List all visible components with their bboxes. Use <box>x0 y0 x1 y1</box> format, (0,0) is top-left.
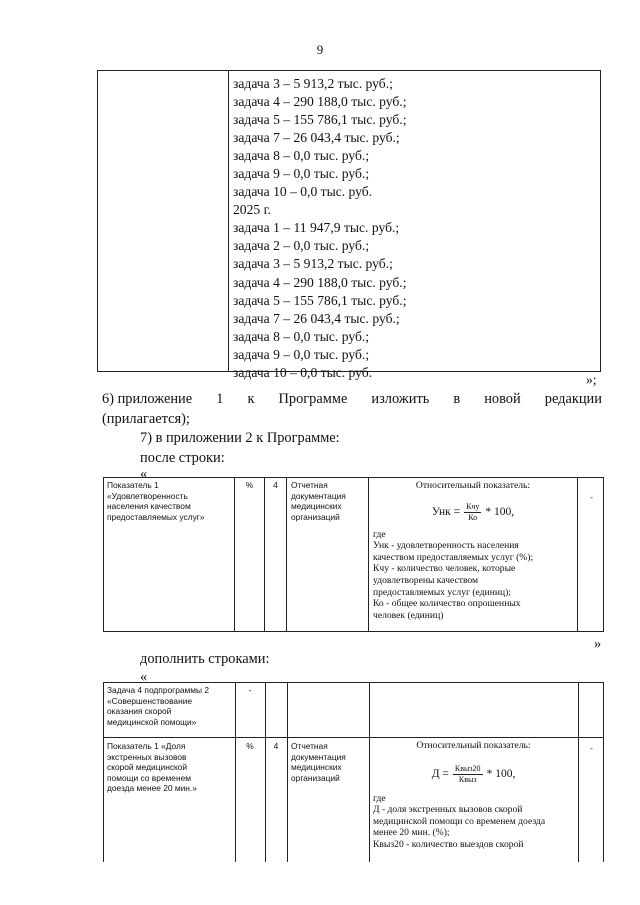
text-line: Показатель 1 <box>107 480 159 490</box>
text-line: редакции <box>544 391 602 407</box>
text-line: Д - доля экстренных вызовов скорой <box>373 804 523 816</box>
funding-line: задача 3 – 5 913,2 тыс. руб.; <box>233 256 393 272</box>
col-method <box>369 478 578 631</box>
funding-line: задача 9 – 0,0 тыс. руб.; <box>233 166 370 182</box>
text-line: Унк - удовлетворенность населения <box>373 540 519 552</box>
text-line: изложить <box>371 391 430 407</box>
text-line: организаций <box>291 511 340 522</box>
text-line: 6) приложение <box>102 391 193 407</box>
funding-line: задача 1 – 11 947,9 тыс. руб.; <box>233 220 400 236</box>
funding-line: задача 10 – 0,0 тыс. руб. <box>233 364 373 380</box>
text-line: - <box>590 492 593 502</box>
text-line: Кчу <box>466 501 480 511</box>
text-line: медицинской помощи» <box>107 716 197 727</box>
text-line: Ко - общее количество опрошенных <box>373 598 521 610</box>
text-line: к <box>247 391 255 407</box>
text-line: * 100, <box>485 506 515 519</box>
close-quote: »; <box>586 372 597 387</box>
text-line: оказания скорой <box>107 706 172 717</box>
funding-line: задача 8 – 0,0 тыс. руб.; <box>233 328 370 344</box>
col-note <box>578 478 605 631</box>
funding-lines <box>233 75 406 382</box>
funding-line: задача 4 – 290 188,0 тыс. руб.; <box>233 94 407 110</box>
text-line: населения качеством <box>107 501 191 512</box>
text-line: * 100, <box>486 768 516 781</box>
text-line: 4 <box>273 480 278 490</box>
text-line: организаций <box>291 772 340 783</box>
text-line: Отчетная <box>291 741 328 751</box>
funding-line: задача 7 – 26 043,4 тыс. руб.; <box>233 130 400 146</box>
task-table <box>103 682 604 862</box>
text-line: Относительный показатель: <box>415 480 531 491</box>
open-quote-2: « <box>140 669 148 685</box>
funding-line: задача 5 – 155 786,1 тыс. руб.; <box>233 292 407 308</box>
text-line: 4 <box>273 741 279 751</box>
funding-line: задача 10 – 0,0 тыс. руб. <box>233 184 373 200</box>
text-line: где <box>373 528 386 540</box>
paragraph-7: 7) в приложении 2 к Программе: <box>140 430 340 446</box>
method-text <box>369 523 577 622</box>
text-line: новой <box>484 391 521 407</box>
text-line: Квыз <box>458 774 477 784</box>
text-line: менее 20 мин. (%); <box>373 827 450 839</box>
formula <box>369 502 577 523</box>
funding-line: задача 9 – 0,0 тыс. руб.; <box>233 346 370 362</box>
funding-line: задача 8 – 0,0 тыс. руб.; <box>233 148 370 164</box>
text-line: удовлетворены качеством <box>373 574 479 586</box>
text-line: Кчу - количество человек, которые <box>373 563 516 575</box>
open-quote: « <box>140 466 148 482</box>
text-line: документация <box>291 490 346 501</box>
method-text-2 <box>369 785 578 851</box>
text-line: помощи со временем <box>107 772 191 783</box>
text-line: Отчетная <box>291 480 328 490</box>
text-line: % <box>245 480 254 490</box>
formula-2 <box>369 764 578 785</box>
text-line: «Совершенствование <box>107 695 193 706</box>
close-quote-2: » <box>594 636 602 652</box>
col-unit <box>235 478 265 631</box>
text-line: скорой медицинской <box>107 762 188 773</box>
text-line: Программе <box>278 391 348 407</box>
col-number <box>265 478 287 631</box>
funding-line: 2025 г. <box>233 202 272 218</box>
paragraph-6-continued: (прилагается); <box>102 411 190 427</box>
text-line: Относительный показатель: <box>416 740 531 751</box>
text-line: доезда менее 20 мин.» <box>107 783 197 794</box>
funding-line: задача 3 – 5 913,2 тыс. руб.; <box>233 76 393 91</box>
text-line: Квыз20 - количество выездов скорой <box>373 838 524 850</box>
text-line: Задача 4 подпрограммы 2 <box>107 685 210 695</box>
source-text-2 <box>291 741 367 783</box>
text-line: - <box>590 743 593 753</box>
text-line: документация <box>291 751 346 762</box>
text-line: человек (единиц) <box>373 609 444 621</box>
text-line: Д = <box>431 768 449 781</box>
text-line: «Удовлетворенность <box>107 490 188 501</box>
text-line: Ко <box>468 512 478 522</box>
funding-line: задача 5 – 155 786,1 тыс. руб.; <box>233 112 407 128</box>
text-line: предоставляемых услуг (единиц); <box>373 586 511 598</box>
text-line: качеством предоставляемых услуг (%); <box>373 551 534 563</box>
text-line: экстренных вызовов <box>107 751 187 762</box>
text-line: Унк = <box>431 506 461 519</box>
indicator-table <box>103 477 604 632</box>
col-indicator <box>104 478 235 631</box>
text-line: где <box>373 792 386 804</box>
table-divider <box>228 71 229 371</box>
indicator-name-2 <box>107 741 233 794</box>
paragraph-6 <box>102 390 602 409</box>
source-text <box>287 478 368 524</box>
add-rows-label: дополнить строками: <box>140 651 270 667</box>
after-rows-label: после строки: <box>140 450 225 466</box>
col-source <box>287 478 369 631</box>
funding-table <box>97 70 601 380</box>
text-line: предоставляемых услуг» <box>107 511 205 522</box>
text-line: Квыз20 <box>454 763 481 773</box>
text-line: в <box>453 391 461 407</box>
method-cell-2 <box>369 740 578 851</box>
indicator-name <box>104 478 234 524</box>
funding-line: задача 2 – 0,0 тыс. руб.; <box>233 238 370 254</box>
task-name <box>107 685 233 727</box>
text-line: медицинских <box>291 501 342 512</box>
funding-line: задача 4 – 290 188,0 тыс. руб.; <box>233 274 407 290</box>
text-line: медицинской помощи со временем доезда <box>373 815 546 827</box>
text-line: % <box>246 741 254 751</box>
page-number: 9 <box>316 42 324 57</box>
text-line: - <box>248 685 252 695</box>
text-line: Показатель 1 «Доля <box>107 741 186 751</box>
text-line: 1 <box>216 391 224 407</box>
text-line: медицинских <box>291 762 342 773</box>
funding-line: задача 7 – 26 043,4 тыс. руб.; <box>233 310 400 326</box>
